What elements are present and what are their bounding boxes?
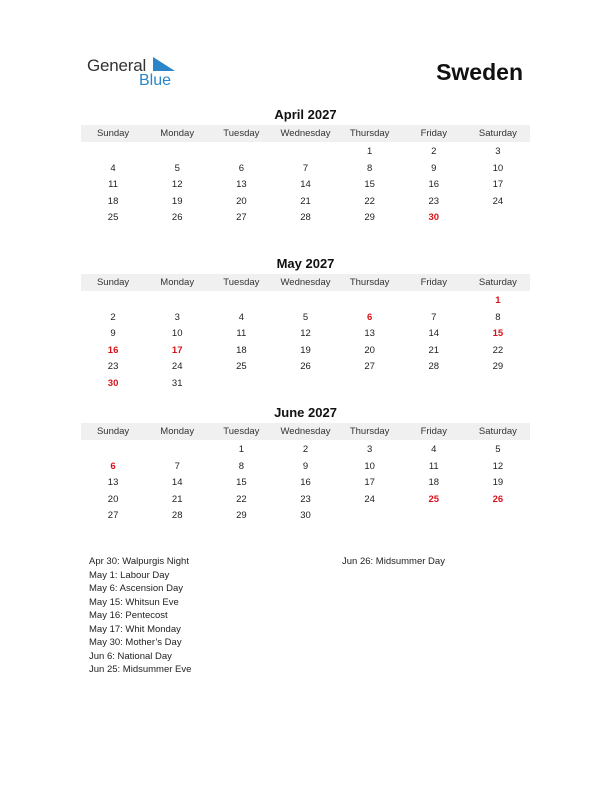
weekday-label: Tuesday [223, 426, 260, 437]
empty-day-cell [81, 144, 145, 161]
day-cell: 21 [300, 195, 311, 207]
weekday-header-row [81, 274, 530, 291]
weekday-label: Thursday [349, 128, 390, 139]
day-cell: 13 [107, 477, 119, 489]
holiday-list-left [89, 555, 191, 677]
day-cell: 30 [300, 510, 311, 522]
weeks-grid [81, 293, 530, 393]
weekday-label: Saturday [478, 426, 517, 437]
logo-general-text: General [87, 56, 147, 75]
holiday-list-item: Jun 6: National Day [89, 650, 172, 662]
day-cell: 14 [428, 328, 440, 340]
day-cell: 15 [236, 477, 247, 489]
weeks-grid [81, 144, 530, 227]
day-cell: 10 [171, 328, 183, 340]
day-cell: 11 [108, 179, 118, 191]
weekday-label: Friday [420, 277, 447, 288]
day-cell: 1 [238, 444, 244, 455]
holiday-list-item: May 15: Whitsun Eve [89, 596, 179, 608]
day-cell: 1 [366, 146, 373, 157]
day-cell: 17 [492, 179, 504, 191]
week-row [81, 310, 530, 327]
day-cell: 23 [428, 195, 440, 207]
empty-day-cell [145, 293, 209, 310]
day-cell: 23 [107, 361, 119, 373]
empty-day-cell [273, 144, 337, 161]
day-cell: 14 [171, 477, 183, 489]
weekday-label: Monday [160, 426, 195, 437]
day-cell: 12 [300, 328, 311, 340]
weekday-label: Saturday [478, 128, 517, 139]
day-cell: 4 [431, 444, 437, 455]
day-cell: 29 [236, 510, 247, 522]
day-cell: 25 [236, 361, 247, 373]
week-row [81, 343, 530, 360]
week-row [81, 144, 530, 161]
day-cell: 18 [428, 477, 440, 489]
empty-day-cell [81, 442, 145, 459]
empty-day-cell [81, 293, 145, 310]
day-cell: 27 [364, 361, 375, 373]
empty-day-cell [402, 293, 466, 310]
day-cell: 6 [366, 311, 373, 323]
day-cell: 2 [431, 146, 437, 157]
empty-day-cell [145, 442, 209, 459]
weekday-label: Saturday [478, 277, 517, 288]
day-cell: 3 [495, 146, 501, 157]
day-cell: 5 [302, 311, 309, 323]
empty-day-cell [338, 293, 402, 310]
day-cell: 12 [492, 460, 504, 472]
day-cell: 22 [364, 195, 375, 207]
day-cell: 25 [107, 212, 119, 224]
holiday-list-item: May 30: Mother’s Day [89, 637, 182, 648]
day-cell: 31 [171, 377, 183, 389]
holiday-list-item: Apr 30: Walpurgis Night [89, 556, 189, 567]
day-cell: 30 [428, 212, 440, 224]
day-cell: 29 [364, 212, 375, 224]
day-cell: 24 [364, 493, 375, 505]
weekday-label: Wednesday [280, 426, 331, 437]
week-row [81, 376, 530, 393]
day-cell: 9 [302, 460, 309, 472]
day-cell: 14 [300, 179, 311, 191]
day-cell: 29 [492, 361, 504, 373]
weekday-label: Thursday [349, 426, 390, 437]
day-cell: 22 [236, 493, 247, 505]
day-cell: 27 [236, 212, 247, 224]
day-cell: 19 [492, 477, 504, 489]
day-cell: 24 [171, 361, 183, 373]
day-cell: 16 [107, 344, 119, 356]
day-cell: 8 [238, 460, 244, 472]
day-cell: 15 [492, 328, 504, 340]
day-cell: 20 [107, 493, 119, 505]
month-block [81, 256, 530, 393]
logo-triangle-icon [153, 57, 175, 71]
empty-day-cell [466, 376, 530, 393]
weekday-label: Thursday [349, 277, 390, 288]
day-cell: 3 [174, 311, 180, 323]
week-row [81, 210, 530, 227]
weekday-header-row [81, 423, 530, 440]
day-cell: 21 [171, 493, 183, 505]
day-cell: 24 [492, 195, 504, 207]
week-row [81, 177, 530, 194]
day-cell: 13 [364, 328, 375, 340]
day-cell: 27 [107, 510, 119, 522]
holiday-list-item: Jun 26: Midsummer Day [342, 556, 445, 567]
day-cell: 4 [110, 162, 116, 174]
day-cell: 16 [300, 477, 311, 489]
day-cell: 6 [110, 460, 116, 472]
month-title: April 2027 [274, 107, 337, 122]
weekday-label: Wednesday [280, 277, 331, 288]
day-cell: 7 [174, 460, 180, 472]
day-cell: 20 [236, 195, 247, 207]
week-row [81, 459, 530, 476]
day-cell: 22 [492, 344, 504, 356]
day-cell: 28 [171, 510, 183, 522]
day-cell: 23 [300, 493, 311, 505]
week-row [81, 442, 530, 459]
week-row [81, 161, 530, 178]
week-row [81, 194, 530, 211]
day-cell: 17 [171, 344, 183, 356]
holiday-list-item: May 16: Pentecost [89, 610, 168, 621]
day-cell: 2 [110, 311, 116, 323]
day-cell: 11 [236, 328, 247, 340]
empty-day-cell [209, 144, 273, 161]
empty-day-cell [402, 508, 466, 525]
day-cell: 5 [174, 162, 180, 174]
empty-day-cell [338, 508, 402, 525]
day-cell: 8 [495, 311, 501, 323]
day-cell: 18 [107, 195, 119, 207]
day-cell: 30 [107, 377, 119, 389]
month-block [81, 405, 530, 525]
day-cell: 28 [300, 212, 311, 224]
day-cell: 8 [366, 162, 373, 174]
day-cell: 7 [302, 162, 309, 174]
day-cell: 28 [428, 361, 440, 373]
day-cell: 11 [428, 460, 439, 472]
day-cell: 10 [364, 460, 375, 472]
weekday-header-row [81, 125, 530, 142]
day-cell: 17 [364, 477, 375, 489]
day-cell: 19 [171, 195, 183, 207]
empty-day-cell [273, 293, 337, 310]
day-cell: 7 [431, 311, 437, 323]
brand-logo [87, 56, 187, 92]
day-cell: 15 [364, 179, 375, 191]
day-cell: 13 [236, 179, 247, 191]
country-title: Sweden [436, 59, 523, 85]
week-row [81, 508, 530, 525]
day-cell: 18 [236, 344, 247, 356]
weekday-label: Monday [160, 128, 195, 139]
day-cell: 5 [495, 444, 501, 455]
weekday-label: Tuesday [223, 128, 260, 139]
empty-day-cell [145, 144, 209, 161]
weekday-label: Monday [160, 277, 195, 288]
day-cell: 25 [428, 493, 440, 505]
day-cell: 1 [495, 295, 501, 306]
weekday-label: Friday [420, 128, 447, 139]
holiday-list-item: May 1: Labour Day [89, 569, 170, 581]
weekday-label: Sunday [96, 128, 130, 139]
empty-day-cell [209, 293, 273, 310]
month-block [81, 107, 530, 227]
empty-day-cell [273, 376, 337, 393]
week-row [81, 359, 530, 376]
holiday-list-item: May 17: Whit Monday [89, 623, 181, 635]
day-cell: 2 [302, 444, 309, 455]
day-cell: 9 [110, 328, 116, 340]
day-cell: 26 [492, 493, 504, 505]
day-cell: 20 [364, 344, 375, 356]
weekday-label: Friday [420, 426, 447, 437]
weeks-grid [81, 442, 530, 525]
day-cell: 4 [238, 311, 244, 323]
holiday-list-item: Jun 25: Midsummer Eve [89, 664, 192, 675]
day-cell: 9 [431, 162, 437, 174]
logo-blue-text: Blue [139, 72, 172, 89]
holiday-list-item: May 6: Ascension Day [89, 583, 183, 594]
empty-day-cell [209, 376, 273, 393]
weekday-label: Sunday [96, 426, 130, 437]
empty-day-cell [402, 376, 466, 393]
day-cell: 16 [428, 179, 440, 191]
day-cell: 3 [366, 444, 373, 455]
day-cell: 26 [300, 361, 311, 373]
holiday-list-right [342, 555, 445, 569]
week-row [81, 326, 530, 343]
month-title: May 2027 [276, 256, 335, 271]
day-cell: 6 [238, 162, 244, 174]
month-title: June 2027 [274, 405, 337, 420]
week-row [81, 475, 530, 492]
weekday-label: Sunday [96, 277, 130, 288]
day-cell: 26 [171, 212, 183, 224]
empty-day-cell [338, 376, 402, 393]
empty-day-cell [466, 210, 530, 227]
weekday-label: Wednesday [280, 128, 331, 139]
day-cell: 21 [428, 344, 440, 356]
day-cell: 12 [171, 179, 183, 191]
week-row [81, 293, 530, 310]
day-cell: 10 [492, 162, 504, 174]
weekday-label: Tuesday [223, 277, 260, 288]
day-cell: 19 [300, 344, 311, 356]
empty-day-cell [466, 508, 530, 525]
week-row [81, 492, 530, 509]
